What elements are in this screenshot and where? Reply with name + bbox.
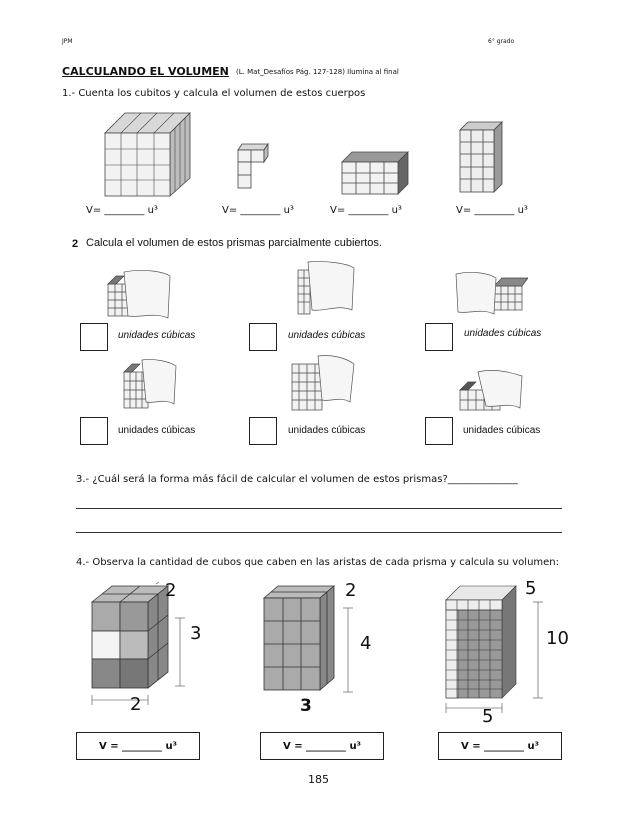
q4-prompt: 4.- Observa la cantidad de cubos que caben en las aristas de cada prisma y calcula su volumen: xyxy=(76,557,560,568)
page-reference: (L. Mat_Desafíos Pág. 127-128) Ilumina al final xyxy=(236,68,399,76)
q2-number: 2 xyxy=(72,238,79,250)
q2-answer-box-6[interactable] xyxy=(425,417,453,445)
header-left: JPM xyxy=(62,38,73,45)
q2-partial-prism-1 xyxy=(104,268,176,322)
q3-answer-line-2[interactable] xyxy=(76,532,562,533)
q1-volume-1[interactable]: V= ________ u³ xyxy=(86,205,158,216)
q4-prism-2-width: 3 xyxy=(300,696,312,716)
q2-partial-prism-5 xyxy=(288,354,360,414)
q2-answer-box-2[interactable] xyxy=(249,323,277,351)
q2-partial-prism-6 xyxy=(452,368,528,414)
q2-unit-label-1: unidades cúbicas xyxy=(118,330,196,341)
q2-partial-prism-3 xyxy=(454,270,528,320)
q2-answer-box-5[interactable] xyxy=(249,417,277,445)
q4-prism-3-height: 10 xyxy=(546,628,569,649)
q4-prism-1-depth: 2 xyxy=(165,580,177,601)
q1-cube-figure-2 xyxy=(232,140,272,196)
q4-prism-2-height: 4 xyxy=(360,633,372,654)
q2-partial-prism-2 xyxy=(294,260,366,320)
q1-cube-figure-3 xyxy=(338,148,410,196)
q2-unit-label-4: unidades cúbicas xyxy=(118,425,196,436)
q4-prism-1-height: 3 xyxy=(190,623,202,644)
q4-volume-1[interactable]: V = ________ u³ xyxy=(76,732,200,760)
q4-prism-1-width: 2 xyxy=(130,694,142,715)
q2-unit-label-5: unidades cúbicas xyxy=(288,425,366,436)
q1-volume-2[interactable]: V= ________ u³ xyxy=(222,205,294,216)
q1-cube-figure-1 xyxy=(100,108,195,198)
q3-prompt: 3.- ¿Cuál será la forma más fácil de calcular el volumen de estos prismas?______________ xyxy=(76,474,518,485)
q2-answer-box-4[interactable] xyxy=(80,417,108,445)
q4-prism-1 xyxy=(84,582,214,722)
q1-volume-4[interactable]: V= ________ u³ xyxy=(456,205,528,216)
q4-prism-3-width: 5 xyxy=(482,706,494,727)
q1-cube-figure-4 xyxy=(456,118,506,196)
q2-answer-box-1[interactable] xyxy=(80,323,108,351)
q4-prism-3-depth: 5 xyxy=(525,578,537,599)
q1-volume-3[interactable]: V= ________ u³ xyxy=(330,205,402,216)
q4-prism-2-depth: 2 xyxy=(345,580,357,601)
q1-prompt: 1.- Cuenta los cubitos y calcula el volumen de estos cuerpos xyxy=(62,88,366,99)
q4-volume-2[interactable]: V = ________ u³ xyxy=(260,732,384,760)
q4-volume-3[interactable]: V = ________ u³ xyxy=(438,732,562,760)
header-right: 6° grado xyxy=(488,38,515,45)
page-number: 185 xyxy=(308,773,329,786)
q3-answer-line-1[interactable] xyxy=(76,508,562,509)
q4-prism-3 xyxy=(440,582,570,722)
q2-unit-label-2: unidades cúbicas xyxy=(288,330,366,341)
q2-unit-label-3: unidades cúbicas xyxy=(464,328,542,339)
q2-answer-box-3[interactable] xyxy=(425,323,453,351)
page-title: CALCULANDO EL VOLUMEN xyxy=(62,65,229,78)
q2-unit-label-6: unidades cúbicas xyxy=(463,425,541,436)
q2-partial-prism-4 xyxy=(120,358,180,414)
q2-prompt: Calcula el volumen de estos prismas parcialmente cubiertos. xyxy=(86,237,382,249)
